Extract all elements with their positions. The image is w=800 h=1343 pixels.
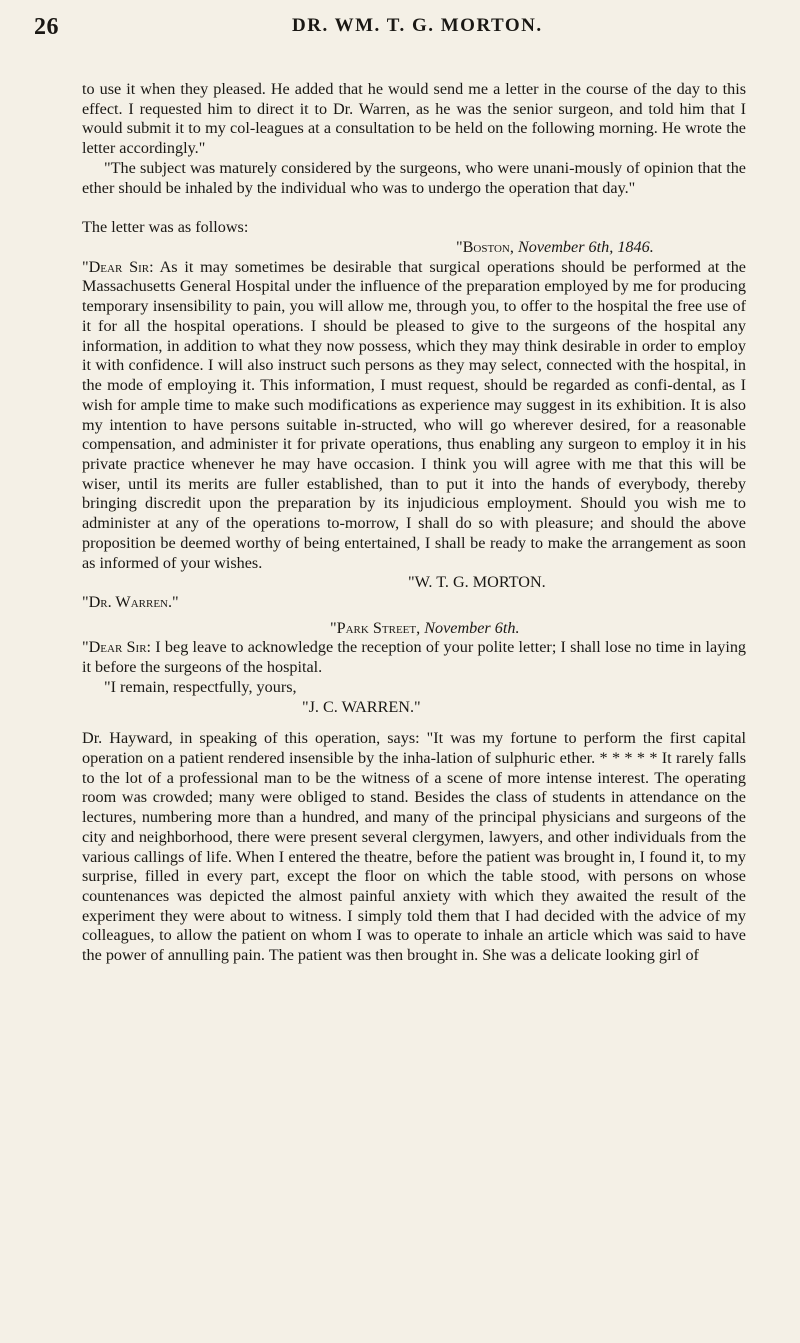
dateline-date: November 6th. (424, 618, 520, 637)
signature: "J. C. WARREN." (302, 697, 421, 716)
page-number: 26 (34, 14, 59, 40)
dateline-place: "Boston, (456, 238, 514, 257)
paragraph: The letter was as follows: (82, 218, 249, 237)
paragraph: "The subject was maturely considered by the surgeons, who were unani-mously of opinion that the ether should be inhaled by the individual who was to undergo the operation that day." (82, 158, 746, 197)
dateline-date: November 6th, 1846. (517, 238, 654, 257)
page-header (34, 6, 760, 40)
addressee: "Dr. Warren." (82, 592, 179, 611)
letter-text: As it may sometimes be desirable that surgical operations should be performed at the Massachusetts General Hospital under the influence of the preparation employed by me for producing temporary insensibility to pain, you will allow me, through you, to offer to the hospital the free use of it for all the hospital operations. I should be pleased to give to the surgeons of the hospital any information, in addition to what they now possess, which they may think desirable in order to employ it with confidence. I will also instruct such persons as they may select, connected with the hospital, in the mode of employing it. This information, I must request, should be regarded as confi-dental, as I wish for ample time to make such modifications as experience may suggest in its exhibition. It is also my intention to have persons suitable in-structed, who will go wherever desired, for a reasonable compensation, and administer it for private operations, thus enabling any surgeon to employ it in his private practice whenever he may have occasion. I think you will agree with me that this will be wiser, until its merits are fuller established, than to put it into the hands of everybody, thereby bringing discredit upon the preparation by its injudicious employment. Should you wish me to administer at any of the operations to-morrow, I shall do so with pleasure; and should the above proposition be deemed worthy of being entertained, I shall be ready to make the arrangement as soon as informed of your wishes. (82, 257, 746, 572)
paragraph: Dr. Hayward, in speaking of this operation, says: "It was my fortune to perform the first capital operation on a patient rendered insensible by the inha-lation of sulphuric ether. * * * * * It rarely falls to the lot of a professional man to be the witness of a scene of more intense interest. The operating room was crowded; many were obliged to stand. Besides the class of students in attendance on the lectures, numbering more than a hundred, and many of the principal physicians and surgeons of the city and neighborhood, there were present several clergymen, lawyers, and other individuals from the various callings of life. When I entered the theatre, before the patient was brought in, I found it, to my surprise, filled in every part, except the floor on which the table stood, with persons on whose countenances was depicted the almost painful anxiety with which they awaited the result of the experiment they were about to witness. I simply told them that I had decided with the advice of my colleagues, to allow the patient on whom I was to operate to inhale an article which was said to have the power of annulling pain. The patient was then brought in. She was a delicate looking girl of (82, 729, 746, 965)
page-body (82, 80, 746, 966)
dateline-place: "Park Street, (330, 618, 421, 637)
letter-dateline (82, 613, 746, 639)
salutation: "Dear Sir: (82, 257, 154, 276)
letter-body (82, 638, 746, 677)
letter-dateline (82, 238, 746, 258)
paragraph: to use it when they pleased. He added that he would send me a letter in the course of the day to this effect. I requested him to direct it to Dr. Warren, as he was the senior surgeon, and told him that I would submit it to my col-leagues at a consultation to be held on the following morning. He wrote the letter accordingly." (82, 80, 746, 158)
letter-body (82, 258, 746, 574)
salutation: "Dear Sir: (82, 638, 152, 657)
running-title: DR. WM. T. G. MORTON. (292, 15, 543, 36)
closing: "I remain, respectfully, yours, (104, 677, 297, 696)
letter-text: I beg leave to acknowledge the reception of your polite letter; I shall lose no time in laying it before the surgeons of the hospital. (82, 638, 747, 677)
signature: "W. T. G. MORTON. (408, 573, 546, 592)
